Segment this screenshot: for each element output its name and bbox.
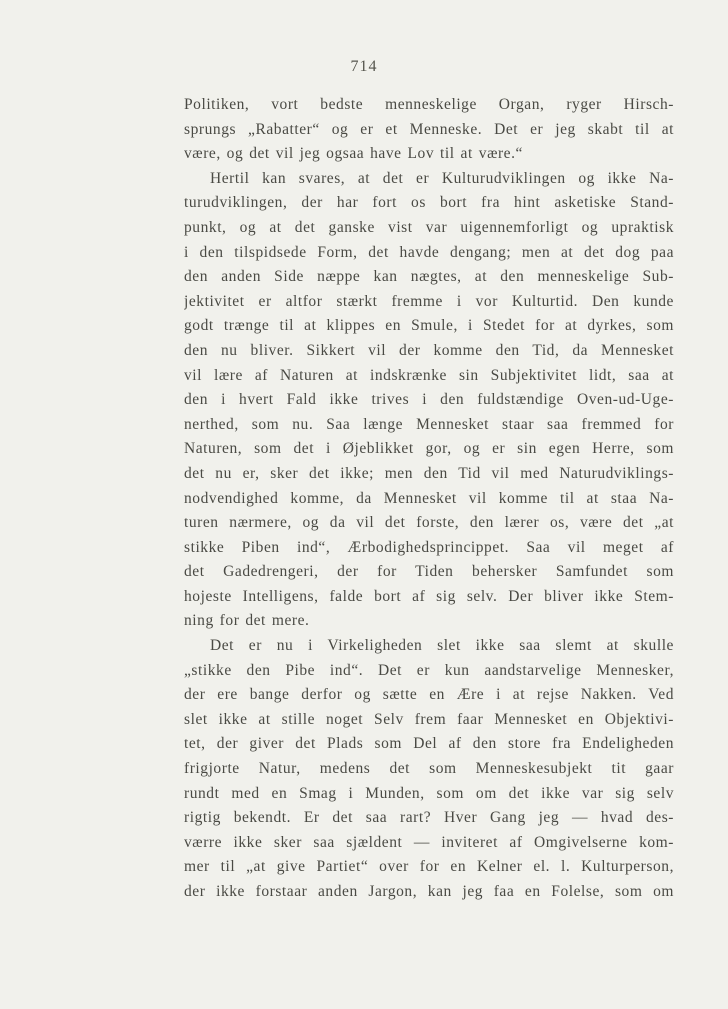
text-line: der ikke forstaar anden Jargon, kan jeg faa en Folelse, som om (184, 883, 674, 900)
text-line: godt trænge til at klippes en Smule, i Stedet for at dyrkes, som (184, 317, 674, 335)
text-line: jektivitet er altfor stærkt fremme i vor Kulturtid. Den kunde (184, 292, 674, 310)
text-line: det Gadedrengeri, der for Tiden behersker Samfundet som (184, 563, 674, 581)
text-line: vil lære af Naturen at indskrænke sin Subjektivitet lidt, saa at (184, 366, 674, 384)
text-line: nerthed, som nu. Saa længe Mennesket staar saa fremmed for (184, 415, 674, 433)
text-line: Naturen, som det i Øjeblikket gor, og er sin egen Herre, som (184, 440, 674, 458)
paragraph (184, 167, 674, 634)
text-line: turudviklingen, der har fort os bort fra hint asketiske Stand- (184, 194, 674, 212)
text-line: rundt med en Smag i Munden, som om det ikke var sig selv (184, 784, 674, 802)
text-line: frigjorte Natur, medens det som Menneskesubjekt tit gaar (184, 760, 674, 778)
text-line: stikke Piben ind“, Ærbodighedsprincippet. Saa vil meget af (184, 538, 674, 556)
text-line: ning for det mere. (184, 612, 310, 630)
page-number: 714 (350, 58, 378, 75)
text-line: punkt, og at det ganske vist var uigennemforligt og upraktisk (184, 218, 674, 236)
text-line: mer til „at give Partiet“ over for en Kelner el. l. Kulturperson, (184, 858, 674, 876)
text-line: nodvendighed komme, da Mennesket vil komme til at staa Na- (184, 489, 674, 507)
text-line: det nu er, sker det ikke; men den Tid vil med Naturudviklings- (184, 464, 674, 482)
text-line: Det er nu i Virkeligheden slet ikke saa slemt at skulle (210, 637, 674, 655)
text-line: den anden Side næppe kan nægtes, at den menneskelige Sub- (184, 268, 674, 286)
text-line: den i hvert Fald ikke trives i den fuldstændige Oven-ud-Uge- (184, 391, 674, 409)
text-line: rigtig bekendt. Er det saa rart? Hver Gang jeg — hvad des- (184, 809, 674, 827)
text-line: turen nærmere, og da vil det forste, den lærer os, være det „at (184, 514, 674, 532)
text-line: slet ikke at stille noget Selv frem faar Mennesket en Objektivi- (184, 710, 674, 728)
text-line: hojeste Intelligens, falde bort af sig selv. Der bliver ikke Stem- (184, 587, 674, 605)
text-line: Hertil kan svares, at det er Kulturudviklingen og ikke Na- (210, 169, 674, 187)
text-line: der ere bange derfor og sætte en Ære i at rejse Nakken. Ved (184, 686, 674, 704)
text-line: den nu bliver. Sikkert vil der komme den Tid, da Mennesket (184, 341, 674, 359)
text-line: sprungs „Rabatter“ og er et Menneske. Det er jeg skabt til at (184, 120, 674, 138)
body-text (184, 93, 674, 905)
text-line: være, og det vil jeg ogsaa have Lov til at være.“ (184, 145, 523, 163)
paragraph (184, 634, 674, 905)
text-line: „stikke den Pibe ind“. Det er kun aandstarvelige Mennesker, (184, 661, 674, 679)
text-line: værre ikke sker saa sjældent — inviteret af Omgivelserne kom- (184, 833, 674, 851)
paragraph (184, 93, 674, 167)
text-line: Politiken, vort bedste menneskelige Organ, ryger Hirsch- (184, 96, 674, 113)
text-line: i den tilspidsede Form, det havde dengang; men at det dog paa (184, 243, 674, 261)
text-line: tet, der giver det Plads som Del af den store fra Endeligheden (184, 735, 674, 753)
